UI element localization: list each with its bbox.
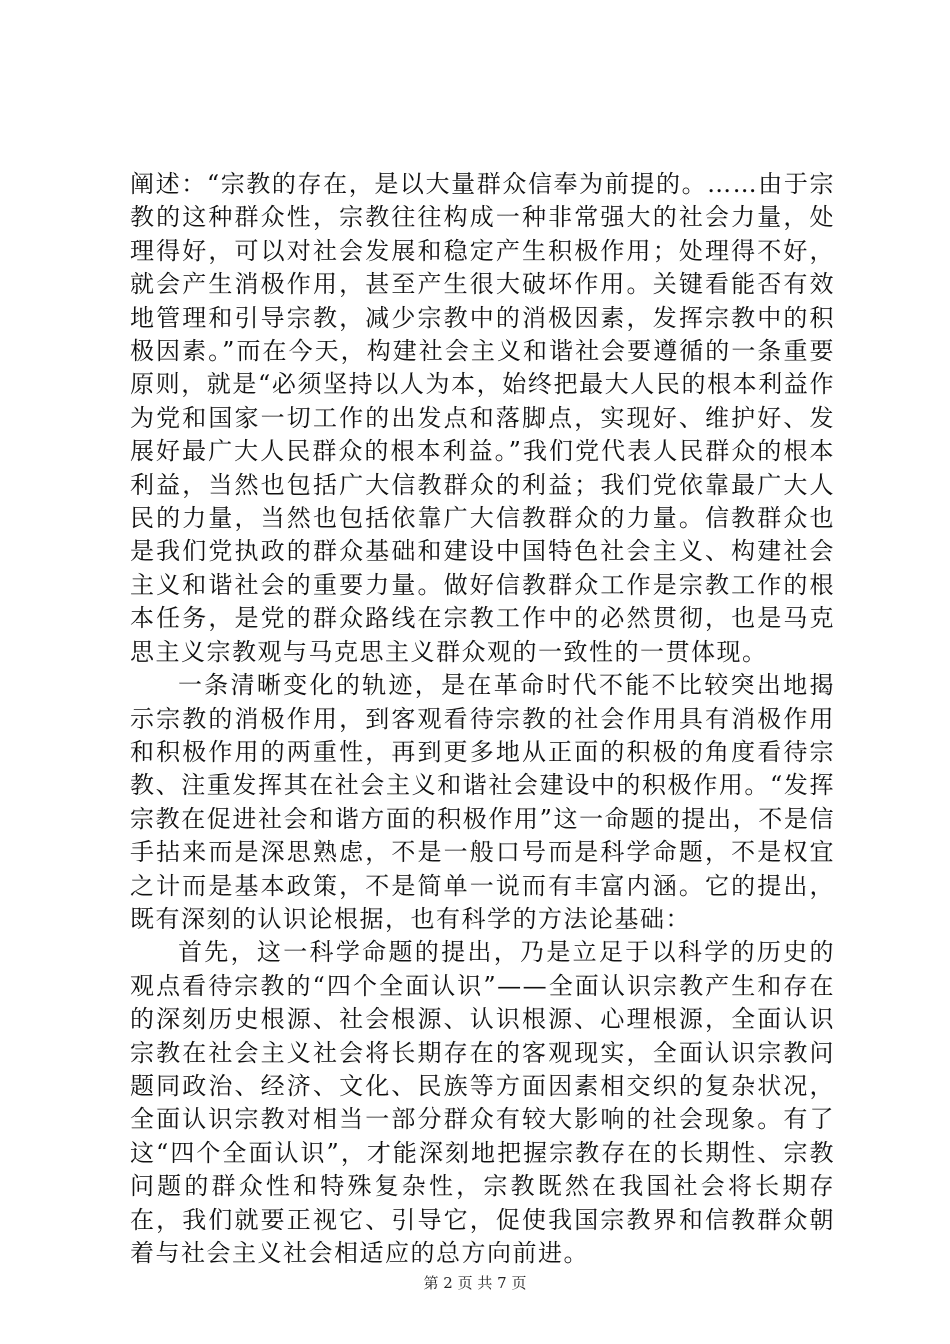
document-body <box>130 168 835 1270</box>
paragraph-1: 阐述：“宗教的存在，是以大量群众信奉为前提的。……由于宗教的这种群众性，宗教往往构成一种非常强大的社会力量，处理得好，可以对社会发展和稳定产生积极作用；处理得不好，就会产生消极作用，甚至产生很大破坏作用。关键看能否有效地管理和引导宗教，减少宗教中的消极因素，发挥宗教中的积极因素。”而在今天，构建社会主义和谐社会要遵循的一条重要原则，就是“必须坚持以人为本，始终把最大人民的根本利益作为党和国家一切工作的出发点和落脚点，实现好、维护好、发展好最广大人民群众的根本利益。”我们党代表人民群众的根本利益，当然也包括广大信教群众的利益；我们党依靠最广大人民的力量，当然也包括依靠广大信教群众的力量。信教群众也是我们党执政的群众基础和建设中国特色社会主义、构建社会主义和谐社会的重要力量。做好信教群众工作是宗教工作的根本任务，是党的群众路线在宗教工作中的必然贯彻，也是马克思主义宗教观与马克思主义群众观的一致性的一贯体现。 <box>130 170 835 666</box>
paragraph-3: 首先，这一科学命题的提出，乃是立足于以科学的历史的观点看待宗教的“四个全面认识”——全面认识宗教产生和存在的深刻历史根源、社会根源、认识根源、心理根源，全面认识宗教在社会主义社会将长期存在的客观现实，全面认识宗教问题同政治、经济、文化、民族等方面因素相交织的复杂状况，全面认识宗教对相当一部分群众有较大影响的社会现象。有了这“四个全面认识”，才能深刻地把握宗教存在的长期性、宗教问题的群众性和特殊复杂性，宗教既然在我国社会将长期存在，我们就要正视它、引导它，促使我国宗教界和信教群众朝着与社会主义社会相适应的总方向前进。 <box>130 938 835 1267</box>
page-number-footer: 第 2 页 共 7 页 <box>423 1274 527 1292</box>
paragraph-2: 一条清晰变化的轨迹，是在革命时代不能不比较突出地揭示宗教的消极作用，到客观看待宗教的社会作用具有消极作用和积极作用的两重性，再到更多地从正面的积极的角度看待宗教、注重发挥其在社会主义和谐社会建设中的积极作用。“发挥宗教在促进社会和谐方面的积极作用”这一命题的提出，不是信手拈来而是深思熟虑，不是一般口号而是科学命题，不是权宜之计而是基本政策，不是简单一说而有丰富内涵。它的提出，既有深刻的认识论根据，也有科学的方法论基础： <box>130 671 835 933</box>
